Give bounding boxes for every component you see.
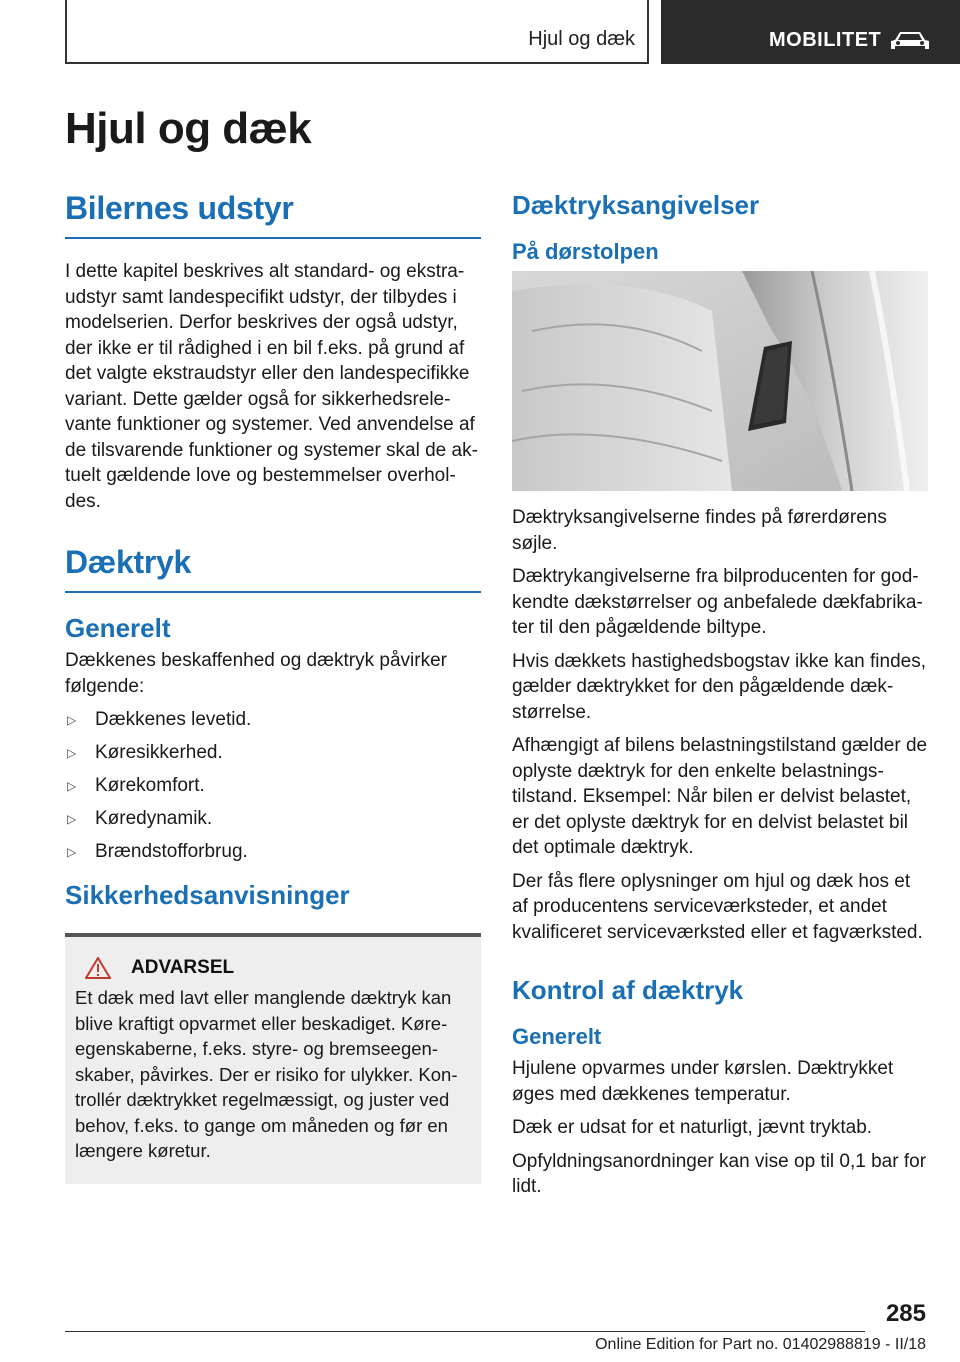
page-title: Hjul og dæk xyxy=(65,104,312,153)
pressure-effects-list xyxy=(65,707,481,864)
car-icon xyxy=(889,30,931,52)
check-heading: Kontrol af dæktryk xyxy=(512,975,744,1005)
right-column xyxy=(512,190,928,1208)
left-column xyxy=(65,190,481,1184)
footer-edition: Online Edition for Part no. 01402988819 - II/18 xyxy=(595,1336,926,1353)
pressure-heading: Dæktryk xyxy=(65,544,481,593)
info-paragraph: Dæktryksangivelserne findes på førerdørens søjle. xyxy=(512,507,887,554)
header-chapter-title: MOBILITET xyxy=(769,29,882,51)
warning-header xyxy=(75,957,471,979)
bullet-triangle-icon: ▷ xyxy=(67,812,77,826)
info-paragraph: Afhængigt af bilens belastningstilstand gælder de oplyste dæktryk for den enkelte belastningstilstand. Eksempel: Når bilen er delvist belastet, er det oplyste dæktryk for en delvist belastet bil det optimale dæktryk. xyxy=(512,735,928,858)
info-sub-heading: På dørstolpen xyxy=(512,239,659,264)
equipment-text: I dette kapitel beskrives alt standard- og ekstraudstyr samt landespecifikt udstyr, der tilbydes i modelserien. Derfor beskrives der også udstyr, der ikke er til rådighed i en bil f.eks. på grund af det valgte ekstraudstyr eller den landespecifikke variant. Dette gælder også for sikkerhedsrelevante funktioner og systemer. Ved anvendelse af de tilsvarende funktioner og systemer skal de aktuelt gældende love og bestemmelser overholdes. xyxy=(65,261,478,512)
page-number: 285 xyxy=(885,1300,926,1327)
header-section-title: Hjul og dæk xyxy=(528,28,635,50)
list-item: ▷ Køresikkerhed. xyxy=(65,740,481,765)
list-item: ▷ Køredynamik. xyxy=(65,806,481,831)
safety-heading: Sikkerhedsanvisninger xyxy=(65,880,350,910)
bullet-triangle-icon: ▷ xyxy=(67,779,77,793)
pressure-general-text: Dækkenes beskaffenhed og dæktryk påvirker følgende: xyxy=(65,650,447,697)
bullet-triangle-icon: ▷ xyxy=(67,845,77,859)
info-paragraph: Dæktrykangivelserne fra bilproducenten for godkendte dækstørrelser og anbefalede dækfabrikater til den pågældende biltype. xyxy=(512,566,923,638)
pressure-general-heading: Generelt xyxy=(65,613,171,643)
equipment-heading: Bilernes udstyr xyxy=(65,190,481,239)
header-chapter-tab xyxy=(661,0,960,64)
info-heading: Dæktryksangivelser xyxy=(512,190,760,220)
check-paragraph: Opfyldningsanordninger kan vise op til 0,1 bar for lidt. xyxy=(512,1150,927,1197)
footer-divider xyxy=(65,1331,865,1332)
door-pillar-photo xyxy=(512,271,928,491)
warning-text: Et dæk med lavt eller manglende dæktryk kan blive kraftigt opvarmet eller beskadiget. Køreegenskaberne, f.eks. styre- og bremseegenskaber, påvirkes. Der er risiko for ulykker. Kontrollér dæktrykket regelmæssigt, og juster ved behov, f.eks. to gange om måneden og før en længere køretur. xyxy=(75,987,458,1161)
list-item: ▷ Dækkenes levetid. xyxy=(65,707,481,732)
warning-label: ADVARSEL xyxy=(131,957,235,978)
list-item: ▷ Kørekomfort. xyxy=(65,773,481,798)
check-general-heading: Generelt xyxy=(512,1024,602,1049)
check-paragraph: Hjulene opvarmes under kørslen. Dæktrykket øges med dækkenes temperatur. xyxy=(512,1058,894,1105)
warning-box xyxy=(65,933,481,1184)
info-paragraph: Der fås flere oplysninger om hjul og dæk hos et af producentens serviceværksteder, et andet kvalificeret serviceværksted eller et fagværksted. xyxy=(512,870,923,943)
info-paragraph: Hvis dækkets hastighedsbogstav ikke kan findes, gælder dæktrykket for den pågældende dækstørrelse. xyxy=(512,650,926,723)
bullet-triangle-icon: ▷ xyxy=(67,713,77,727)
list-item: ▷ Brændstofforbrug. xyxy=(65,839,481,864)
bullet-triangle-icon: ▷ xyxy=(67,746,77,760)
check-paragraph: Dæk er udsat for et naturligt, jævnt tryktab. xyxy=(512,1117,873,1138)
header-section-box xyxy=(65,0,649,64)
warning-triangle-icon xyxy=(85,957,111,979)
